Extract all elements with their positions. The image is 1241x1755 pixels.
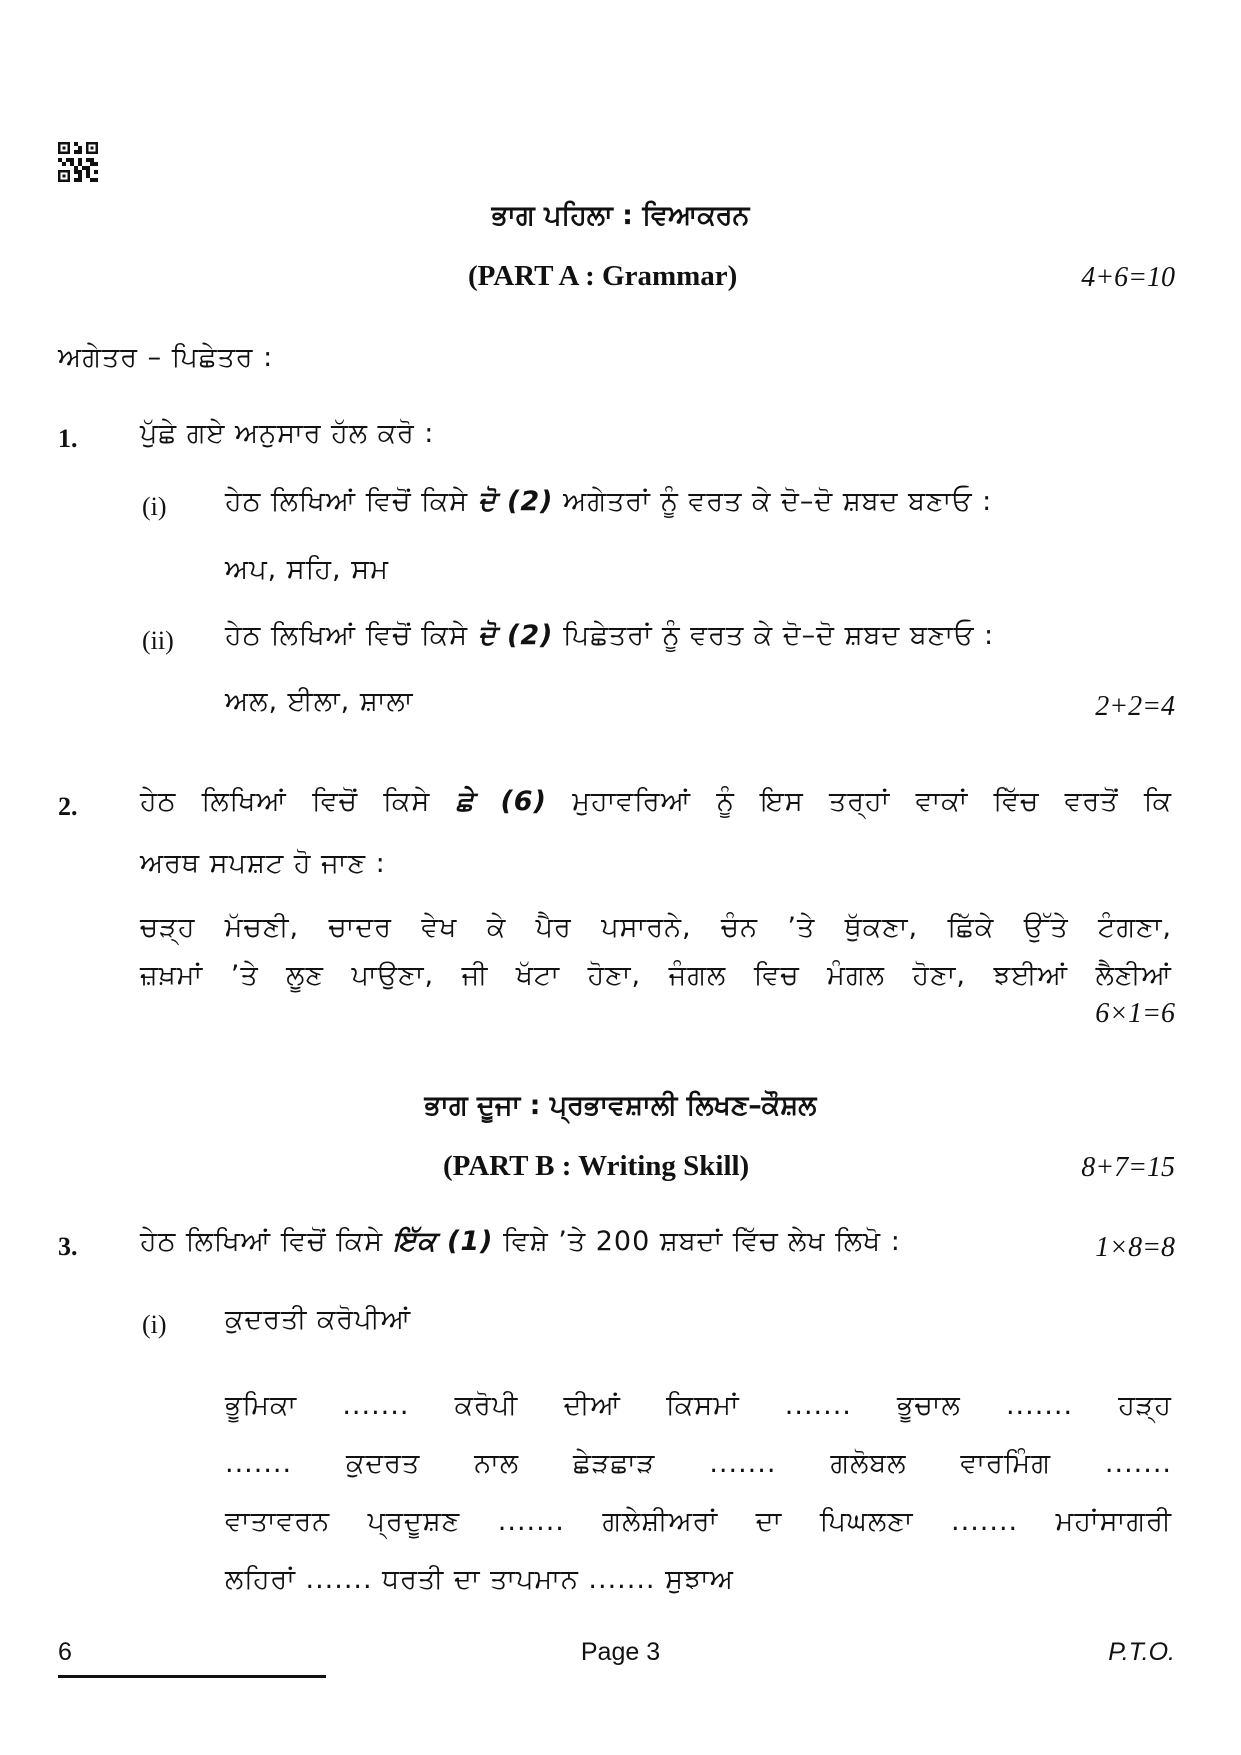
part-b-marks: 8+7=15 — [1081, 1152, 1175, 1183]
question-2-text-line-2: ਅਰਥ ਸਪਸ਼ਟ ਹੋ ਜਾਣ : — [140, 848, 386, 879]
footer-rule — [58, 1675, 326, 1678]
question-1-part-ii-before: ਹੇਠ ਲਿਖਿਆਂ ਵਿਚੋਂ ਕਿਸੇ — [225, 620, 469, 651]
part-a-title-english: (PART A : Grammar) — [468, 260, 738, 292]
question-2-before: ਹੇਠ ਲਿਖਿਆਂ ਵਿਚੋਂ ਕਿਸੇ — [140, 786, 431, 817]
question-2-marks: 6×1=6 — [1095, 998, 1175, 1029]
question-1-part-ii-text — [225, 622, 994, 649]
question-1-part-i-label: (i) — [142, 492, 167, 521]
question-1-marks: 2+2=4 — [1095, 691, 1175, 722]
question-2-after: ਮੁਹਾਵਰਿਆਂ ਨੂੰ ਇਸ ਤਰ੍ਹਾਂ ਵਾਕਾਂ ਵਿੱਚ ਵਰਤੋਂ ਕਿ — [572, 786, 1172, 817]
question-3-after: ਵਿਸ਼ੇ ’ਤੇ 200 ਸ਼ਬਦਾਂ ਵਿੱਚ ਲੇਖ ਲਿਖੋ : — [503, 1226, 901, 1257]
part-b-title-english: (PART B : Writing Skill) — [443, 1150, 750, 1182]
part-b-title-punjabi: ਭਾਗ ਦੂਜਾ : ਪ੍ਰਭਾਵਸ਼ਾਲੀ ਲਿਖਣ–ਕੌਸ਼ਲ — [424, 1090, 817, 1121]
question-1-part-ii-after: ਪਿਛੇਤਰਾਂ ਨੂੰ ਵਰਤ ਕੇ ਦੋ–ਦੋ ਸ਼ਬਦ ਬਣਾਓ : — [563, 620, 995, 651]
question-1-part-i-emphasis: ਦੋ (2) — [477, 486, 554, 517]
question-1-part-i-options: ਅਪ, ਸਹਿ, ਸਮ — [225, 554, 389, 585]
footer-code: 6 — [58, 1638, 72, 1666]
question-3-before: ਹੇਠ ਲਿਖਿਆਂ ਵਿਚੋਂ ਕਿਸੇ — [140, 1226, 384, 1257]
footer-page-number: Page 3 — [580, 1638, 661, 1666]
question-2-emphasis: ਛੇ (6) — [455, 786, 547, 817]
part-a-title-punjabi: ਭਾਗ ਪਹਿਲਾ : ਵਿਆਕਰਨ — [491, 200, 750, 231]
question-2-idioms-line-2: ਜ਼ਖ਼ਮਾਂ ’ਤੇ ਲੂਣ ਪਾਉਣਾ, ਜੀ ਖੱਟਾ ਹੋਣਾ, ਜੰਗਲ ਵਿਚ ਮੰਗਲ ਹੋਣਾ, ਝਈਆਂ ਲੈਣੀਆਂ — [140, 960, 1172, 991]
question-3-hint-line-3: ਵਾਤਾਵਰਨ ਪ੍ਰਦੂਸ਼ਣ ....... ਗਲੇਸ਼ੀਅਰਾਂ ਦਾ ਪਿਘਲਣਾ ....... ਮਹਾਂਸਾਗਰੀ — [225, 1506, 1172, 1537]
part-a-marks: 4+6=10 — [1081, 262, 1175, 293]
question-3-marks: 1×8=8 — [1095, 1232, 1175, 1263]
question-1-part-i-text — [225, 488, 992, 515]
footer-pto: P.T.O. — [1108, 1638, 1175, 1666]
question-2-number: 2. — [58, 792, 78, 821]
question-2-idioms-line-1: ਚੜ੍ਹ ਮੱਚਣੀ, ਚਾਦਰ ਵੇਖ ਕੇ ਪੈਰ ਪਸਾਰਨੇ, ਚੰਨ ’ਤੇ ਥੁੱਕਣਾ, ਛਿੱਕੇ ਉੱਤੇ ਟੰਗਣਾ, — [140, 912, 1172, 943]
question-1-part-i-after: ਅਗੇਤਰਾਂ ਨੂੰ ਵਰਤ ਕੇ ਦੋ–ਦੋ ਸ਼ਬਦ ਬਣਾਓ : — [563, 486, 993, 517]
question-2-text — [140, 788, 1172, 815]
question-1-part-ii-options: ਅਲ, ਈਲਾ, ਸ਼ਾਲਾ — [225, 686, 414, 717]
qr-code — [58, 142, 98, 182]
question-3-number: 3. — [58, 1232, 78, 1261]
question-3-hint-line-2: ....... ਕੁਦਰਤ ਨਾਲ ਛੇੜਛਾੜ ....... ਗਲੋਬਲ ਵਾਰਮਿੰਗ ....... — [225, 1448, 1172, 1479]
question-3-emphasis: ਇੱਕ (1) — [392, 1226, 494, 1257]
question-1-part-i-before: ਹੇਠ ਲਿਖਿਆਂ ਵਿਚੋਂ ਕਿਸੇ — [225, 486, 469, 517]
question-3-option-title: ਕੁਦਰਤੀ ਕਰੋਪੀਆਂ — [225, 1304, 412, 1335]
question-1-number: 1. — [58, 424, 78, 453]
question-3-text — [140, 1228, 901, 1255]
question-3-hint-line-1: ਭੂਮਿਕਾ ....... ਕਰੋਪੀ ਦੀਆਂ ਕਿਸਮਾਂ ....... ਭੂਚਾਲ ....... ਹੜ੍ਹ — [225, 1390, 1172, 1421]
question-1-text: ਪੁੱਛੇ ਗਏ ਅਨੁਸਾਰ ਹੱਲ ਕਰੋ : — [140, 418, 435, 449]
question-3-hint-line-4: ਲਹਿਰਾਂ ....... ਧਰਤੀ ਦਾ ਤਾਪਮਾਨ ....... ਸੁਝਾਅ — [225, 1564, 734, 1595]
question-1-part-ii-label: (ii) — [142, 626, 174, 655]
question-3-option-label: (i) — [142, 1310, 167, 1339]
section-heading-prefix-suffix: ਅਗੇਤਰ – ਪਿਛੇਤਰ : — [58, 342, 274, 373]
question-1-part-ii-emphasis: ਦੋ (2) — [477, 620, 554, 651]
